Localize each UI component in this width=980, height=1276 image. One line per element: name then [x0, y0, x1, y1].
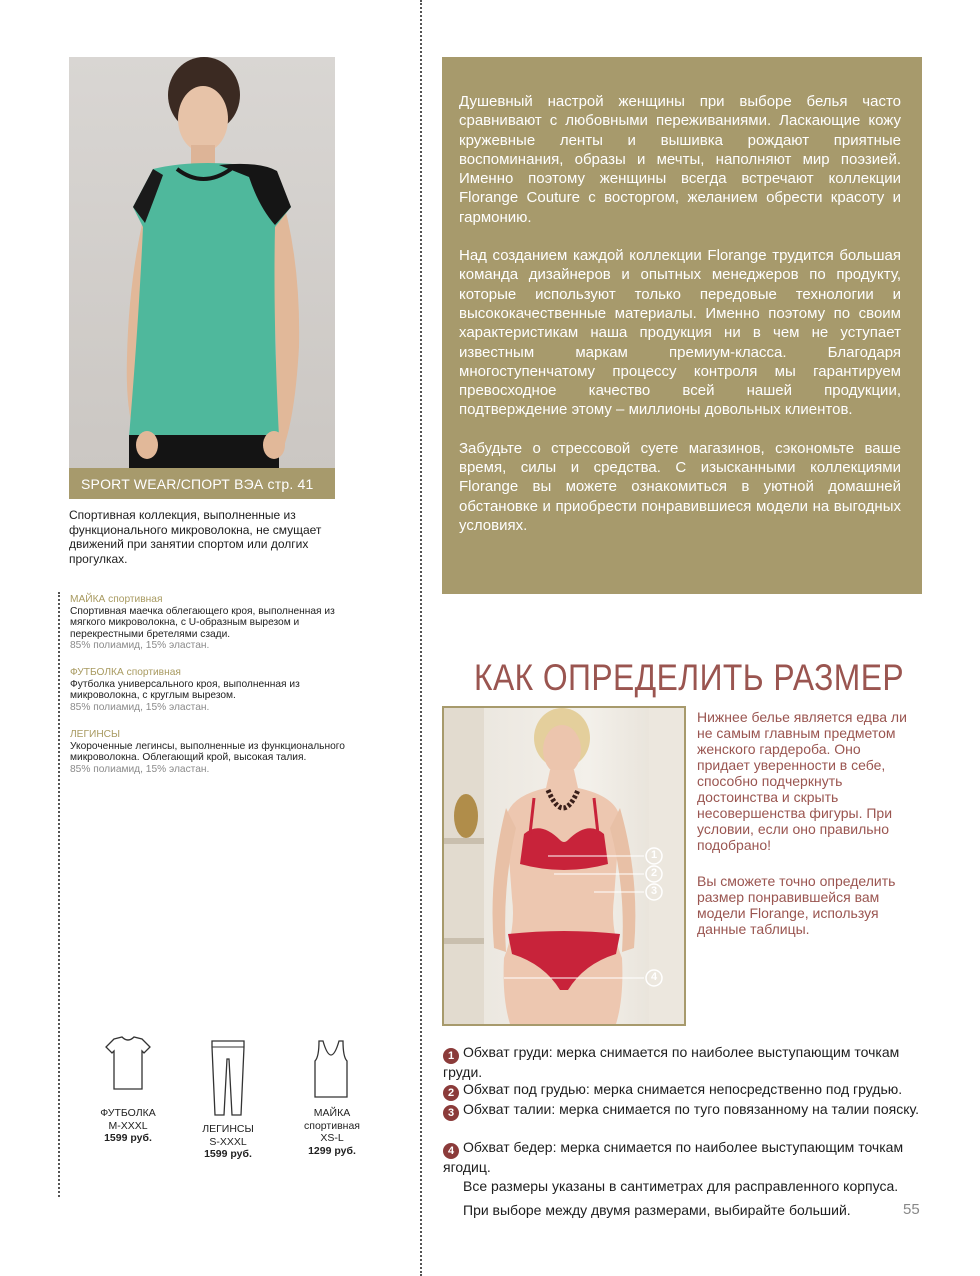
measurement-2	[443, 1081, 923, 1101]
product-leggings	[70, 729, 350, 775]
marker-4: 4	[650, 971, 658, 983]
product-description: Спортивная маечка облегающего кроя, выполненная из мягкого микроволокна, с U-образным вырезом и перекрестными бретелями сзади.	[70, 605, 335, 640]
measurement-1	[443, 1044, 923, 1081]
center-divider	[420, 0, 422, 1276]
marker-2: 2	[650, 867, 658, 879]
icon-label-tank: МАЙКА спортивная XS-L 1299 руб.	[304, 1107, 360, 1157]
choose-larger-note: При выборе между двумя размерами, выбирайте больший.	[463, 1202, 851, 1218]
measurement-number: 4	[443, 1143, 459, 1159]
product-tank	[70, 594, 350, 652]
measurement-number: 1	[443, 1048, 459, 1064]
product-description: Футболка универсального кроя, выполненная из микроволокна, с круглым вырезом.	[70, 678, 300, 702]
product-title: МАЙКА спортивная	[70, 594, 163, 605]
product-tshirt	[70, 667, 350, 713]
left-divider	[58, 592, 60, 1197]
measurement-number: 2	[443, 1085, 459, 1101]
lingerie-model-photo	[442, 706, 686, 1026]
sizes-note: Все размеры указаны в сантиметрах для расправленного корпуса.	[463, 1178, 899, 1194]
page-number: 55	[903, 1201, 920, 1218]
leggings-icon	[208, 1039, 248, 1117]
product-description: Укороченные легинсы, выполненные из функционального микроволокна. Облегающий крой, высокая талия.	[70, 740, 345, 764]
product-title: ЛЕГИНСЫ	[70, 729, 121, 740]
tank-top-icon	[313, 1039, 349, 1099]
marker-3: 3	[650, 885, 658, 897]
size-intro-text: Нижнее белье является едва ли не самым главным предметом женского гардероба. Оно придает уверенности в себе, способно подчеркнуть достоинства и скрыть несовершенства фигуры. При условии, если оно правильно подобрано!	[697, 709, 907, 853]
measurement-3	[443, 1101, 923, 1121]
measurement-number: 3	[443, 1105, 459, 1121]
catalog-caption: SPORT WEAR/СПОРТ ВЭА стр. 41	[69, 468, 335, 499]
product-composition: 85% полиамид, 15% эластан.	[70, 701, 210, 713]
measurement-4	[443, 1139, 923, 1176]
collection-intro: Спортивная коллекция, выполненные из функционального микроволокна, не смущает движений при занятии спортом или долгих прогулках.	[69, 508, 322, 566]
product-composition: 85% полиамид, 15% эластан.	[70, 640, 210, 652]
icon-label-leggings: ЛЕГИНСЫ S-XXXL 1599 руб.	[202, 1123, 254, 1160]
measurement-text: Обхват бедер: мерка снимается по наиболее выступающим точкам ягодиц.	[443, 1139, 904, 1175]
product-size-icons	[80, 1035, 380, 1175]
tshirt-icon	[104, 1035, 152, 1093]
measurement-text: Обхват талии: мерка снимается по туго повязанному на талии пояску.	[463, 1101, 919, 1117]
brand-paragraph: Над созданием каждой коллекции Florange трудится большая команда дизайнеров и опытных менеджеров по продукту, которые используют только передовые технологии и высококачественные материалы. Именно поэтому по своим характеристикам наша продукция ни в чем не уступает известным маркам премиум-класса. Благодаря многоступенчатому процессу контроля мы гарантируем превосходное качество всей нашей продукции, подтверждение этому – миллионы довольных клиентов.	[459, 247, 901, 419]
measurement-text: Обхват под грудью: мерка снимается непосредственно под грудью.	[463, 1081, 903, 1097]
size-guide-title: КАК ОПРЕДЕЛИТЬ РАЗМЕР	[474, 657, 905, 698]
product-composition: 85% полиамид, 15% эластан.	[70, 763, 210, 775]
brand-description-box	[442, 57, 922, 594]
brand-paragraph: Забудьте о стрессовой суете магазинов, сэкономьте ваше время, силы и средства. С изысканными коллекциями Florange вы можете ознакомиться в уютной домашней обстановке и приобрести понравившиеся модели на выгодных условиях.	[459, 439, 901, 534]
measurement-text: Обхват груди: мерка снимается по наиболее выступающим точкам груди.	[443, 1044, 900, 1080]
sportwear-model-photo	[69, 57, 335, 469]
brand-paragraph: Душевный настрой женщины при выборе белья часто сравнивают с любовными переживаниями. Ласкающие кожу кружевные ленты и вышивка рождают приятные воспоминания, образы и мечты, наполняют мир поэзией. Именно поэтому женщины всегда встречают коллекции Florange Couture с восторгом, желанием обрести красоту и гармонию.	[459, 93, 901, 226]
marker-1: 1	[650, 849, 658, 861]
size-table-text: Вы сможете точно определить размер понравившейся вам модели Florange, используя данные таблицы.	[697, 873, 896, 937]
product-title: ФУТБОЛКА спортивная	[70, 667, 181, 678]
icon-label-tshirt: ФУТБОЛКА M-XXXL 1599 руб.	[100, 1107, 156, 1144]
